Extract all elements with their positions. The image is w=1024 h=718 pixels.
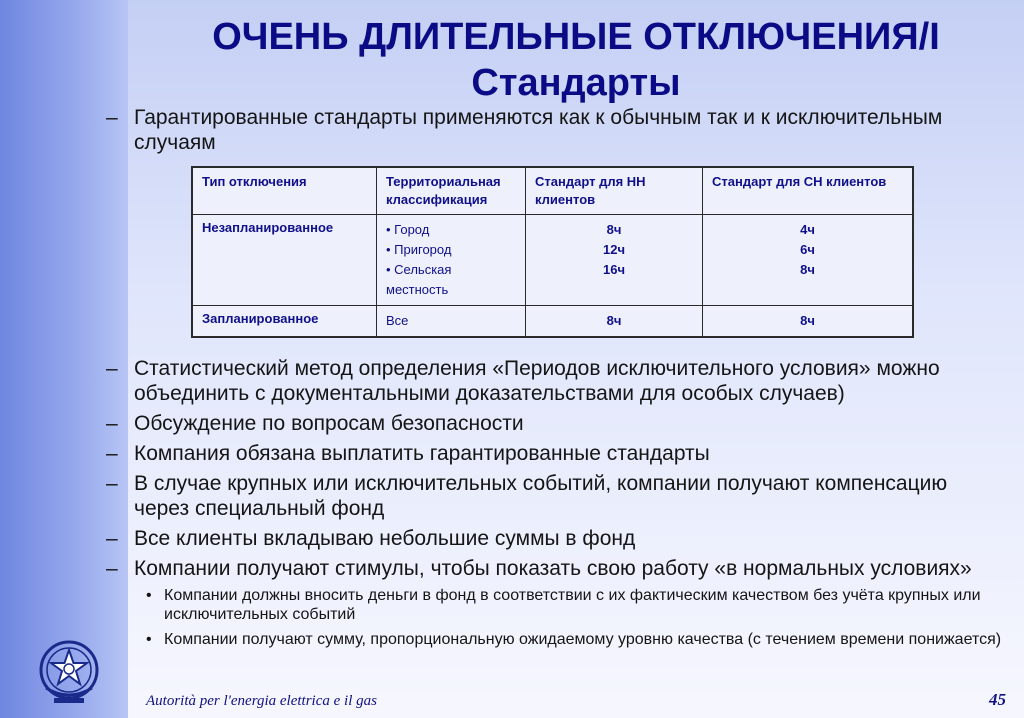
cell-territory xyxy=(377,306,526,338)
sub-bullet-item xyxy=(146,586,1006,624)
bullet-text: Обсуждение по вопросам безопасности xyxy=(134,412,524,435)
bullet-item xyxy=(106,411,1006,436)
sn-value: 6ч xyxy=(800,242,815,257)
bullet-text: В случае крупных или исключительных событий, компании получают компенсацию через специальный фонд xyxy=(134,472,948,520)
dash-marker: – xyxy=(106,472,118,495)
dash-marker: – xyxy=(106,527,118,550)
dash-marker: – xyxy=(106,557,118,580)
cell-sn-standard xyxy=(703,306,914,338)
nn-value: 8ч xyxy=(606,222,622,237)
title-line-1: ОЧЕНЬ ДЛИТЕЛЬНЫЕ ОТКЛЮЧЕНИЯ/I xyxy=(212,16,940,58)
bullet-text: Статистический метод определения «Периодов исключительного условия» можно объединить с документальными доказательствами для особых случаев) xyxy=(134,357,940,405)
header-sn-standard: Стандарт для СН клиентов xyxy=(703,167,914,215)
nn-value: 16ч xyxy=(602,262,625,277)
bullet-item xyxy=(106,526,1006,551)
cell-territory xyxy=(377,215,526,306)
dash-marker: – xyxy=(106,442,118,465)
nn-value: 8ч xyxy=(606,313,622,328)
title-line-2: Стандарты xyxy=(471,62,681,104)
header-outage-type: Тип отключения xyxy=(192,167,377,215)
sub-bullet-text: Компании должны вносить деньги в фонд в соответствии с их фактическим качеством без учёта крупных или исключительных событий xyxy=(164,587,981,623)
territory-item: • Сельская местность xyxy=(386,262,452,297)
bullet-item xyxy=(106,105,1006,155)
bullet-text: Гарантированные стандарты применяются как к обычным так и к исключительным случаям xyxy=(134,106,943,154)
header-nn-standard: Стандарт для НН клиентов xyxy=(526,167,703,215)
main-bullet-list xyxy=(106,356,1006,655)
dot-marker: • xyxy=(146,587,152,604)
page-number: 45 xyxy=(989,690,1006,709)
sn-value: 4ч xyxy=(800,222,815,237)
intro-bullet-block xyxy=(106,105,1006,160)
dash-marker: – xyxy=(106,106,118,129)
standards-table xyxy=(191,166,914,338)
nn-value: 12ч xyxy=(602,242,625,257)
cell-sn-standard xyxy=(703,215,914,306)
bullet-item xyxy=(106,471,1006,521)
table-row xyxy=(192,306,913,338)
sub-bullet-item xyxy=(146,630,1006,649)
cell-outage-type: Запланированное xyxy=(192,306,377,338)
bullet-item xyxy=(106,556,1006,581)
sn-value: 8ч xyxy=(800,313,815,328)
bullet-item xyxy=(106,441,1006,466)
sn-value: 8ч xyxy=(800,262,815,277)
bullet-item xyxy=(106,356,1006,406)
dash-marker: – xyxy=(106,357,118,380)
table-header-row xyxy=(192,167,913,215)
dash-marker: – xyxy=(106,412,118,435)
territory-item: • Город xyxy=(386,222,430,237)
bullet-text: Компании получают стимулы, чтобы показать свою работу «в нормальных условиях» xyxy=(134,557,972,580)
bullet-text: Компания обязана выплатить гарантированные стандарты xyxy=(134,442,710,465)
cell-nn-standard xyxy=(526,215,703,306)
cell-nn-standard xyxy=(526,306,703,338)
territory-item: • Пригород xyxy=(386,242,452,257)
dot-marker: • xyxy=(146,631,152,648)
slide-title xyxy=(128,14,1024,106)
header-territory: Территориальная классификация xyxy=(377,167,526,215)
bullet-text: Все клиенты вкладываю небольшие суммы в фонд xyxy=(134,527,636,550)
footer-organization: Autorità per l'energia elettrica e il gas xyxy=(146,693,377,709)
sub-bullet-text: Компании получают сумму, пропорциональную ожидаемому уровню качества (с течением времени понижается) xyxy=(164,631,1002,648)
table-row xyxy=(192,215,913,306)
cell-outage-type: Незапланированное xyxy=(192,215,377,306)
territory-item: Все xyxy=(386,313,409,328)
italian-republic-emblem-icon xyxy=(36,636,102,708)
